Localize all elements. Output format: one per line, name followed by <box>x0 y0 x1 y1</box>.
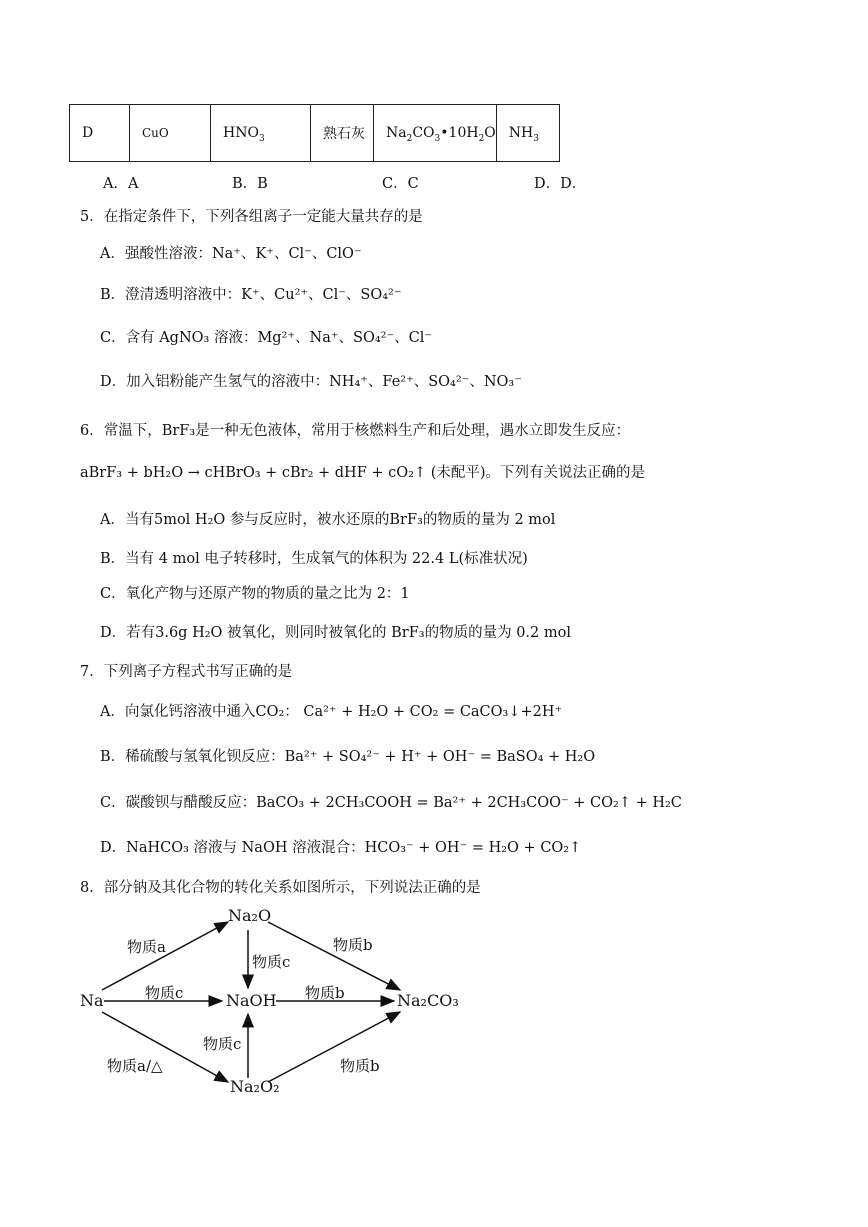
question-5-stem: 5．在指定条件下，下列各组离子一定能大量共存的是 <box>80 209 423 225</box>
label-na2o2-naoh: 物质c <box>203 1035 242 1053</box>
label-na2o2-na2co3: 物质b <box>340 1057 380 1075</box>
formula-text: O <box>484 125 496 141</box>
question-7-option-d: D．NaHCO₃ 溶液与 NaOH 溶液混合：HCO₃⁻ + OH⁻ = H₂O + CO₂↑ <box>100 840 582 856</box>
subscript: 3 <box>258 133 265 144</box>
node-na2co3: Na₂CO₃ <box>397 991 459 1010</box>
question-5-option-d: D．加入铝粉能产生氢气的溶液中：NH₄⁺、Fe²⁺、SO₄²⁻、NO₃⁻ <box>100 374 522 390</box>
arrow-na2o2-na2co3 <box>268 1012 400 1082</box>
question-6-option-c: C．氧化产物与还原产物的物质的量之比为 2：1 <box>100 586 410 602</box>
formula-text: Na <box>386 125 407 141</box>
question-6-option-b: B．当有 4 mol 电子转移时，生成氧气的体积为 22.4 L(标准状况) <box>100 551 528 567</box>
option-b: B．B <box>232 176 268 192</box>
question-7-option-a: A．向氯化钙溶液中通入CO₂： Ca²⁺ + H₂O + CO₂ = CaCO₃↓+2H⁺ <box>100 704 563 720</box>
label-na2o-naoh: 物质c <box>252 953 291 971</box>
table-cell-label: D <box>70 105 130 162</box>
formula-text: CO <box>412 125 435 141</box>
question-7-option-c: C．碳酸钡与醋酸反应：BaCO₃ + 2CH₃COOH = Ba²⁺ + 2CH₃COO⁻ + CO₂↑ + H₂C <box>100 795 682 811</box>
node-na2o: Na₂O <box>228 906 272 925</box>
option-d: D．D． <box>534 176 587 192</box>
option-a: A．A <box>103 176 139 192</box>
option-c: C．C <box>382 176 419 192</box>
subscript: 2 <box>406 133 413 144</box>
label-na-na2o: 物质a <box>127 938 166 956</box>
question-6-option-d: D．若有3.6g H₂O 被氧化，则同时被氧化的 BrF₃的物质的量为 0.2 mol <box>100 625 571 641</box>
question-7-stem: 7．下列离子方程式书写正确的是 <box>80 664 293 680</box>
formula-text: HNO <box>223 125 259 141</box>
question-5-option-c: C．含有 AgNO₃ 溶液：Mg²⁺、Na⁺、SO₄²⁻、Cl⁻ <box>100 330 433 346</box>
node-na2o2: Na₂O₂ <box>230 1077 280 1096</box>
table-cell: 熟石灰 <box>311 105 374 162</box>
table-cell: CuO <box>130 105 211 162</box>
formula-text: •10H <box>440 125 479 141</box>
node-naoh: NaOH <box>226 991 277 1010</box>
subscript: 2 <box>478 133 485 144</box>
formula-text: NH <box>508 125 534 141</box>
subscript: 3 <box>533 133 539 144</box>
label-na2o-na2co3: 物质b <box>333 936 373 954</box>
question-8-stem: 8．部分钠及其化合物的转化关系如图所示，下列说法正确的是 <box>80 880 481 896</box>
question-5-option-a: A．强酸性溶液：Na⁺、K⁺、Cl⁻、ClO⁻ <box>100 246 362 262</box>
subscript: 3 <box>434 133 441 144</box>
label-na-naoh: 物质c <box>145 984 184 1002</box>
label-na-na2o2: 物质a/△ <box>107 1057 163 1075</box>
question-6-option-a: A．当有5mol H₂O 参与反应时，被水还原的BrF₃的物质的量为 2 mol <box>100 512 556 528</box>
question-6-equation: aBrF₃ + bH₂O → cHBrO₃ + cBr₂ + dHF + cO₂↑ (未配平)。下列有关说法正确的是 <box>80 465 646 481</box>
node-na: Na <box>80 991 104 1010</box>
question-6-stem: 6．常温下，BrF₃是一种无色液体，常用于核燃料生产和后处理，遇水立即发生反应： <box>80 423 631 439</box>
question-7-option-b: B．稀硫酸与氢氧化钡反应：Ba²⁺ + SO₄²⁻ + H⁺ + OH⁻ = BaSO₄ + H₂O <box>100 749 596 765</box>
label-naoh-na2co3: 物质b <box>305 984 345 1002</box>
question-5-option-b: B．澄清透明溶液中：K⁺、Cu²⁺、Cl⁻、SO₄²⁻ <box>100 287 402 303</box>
